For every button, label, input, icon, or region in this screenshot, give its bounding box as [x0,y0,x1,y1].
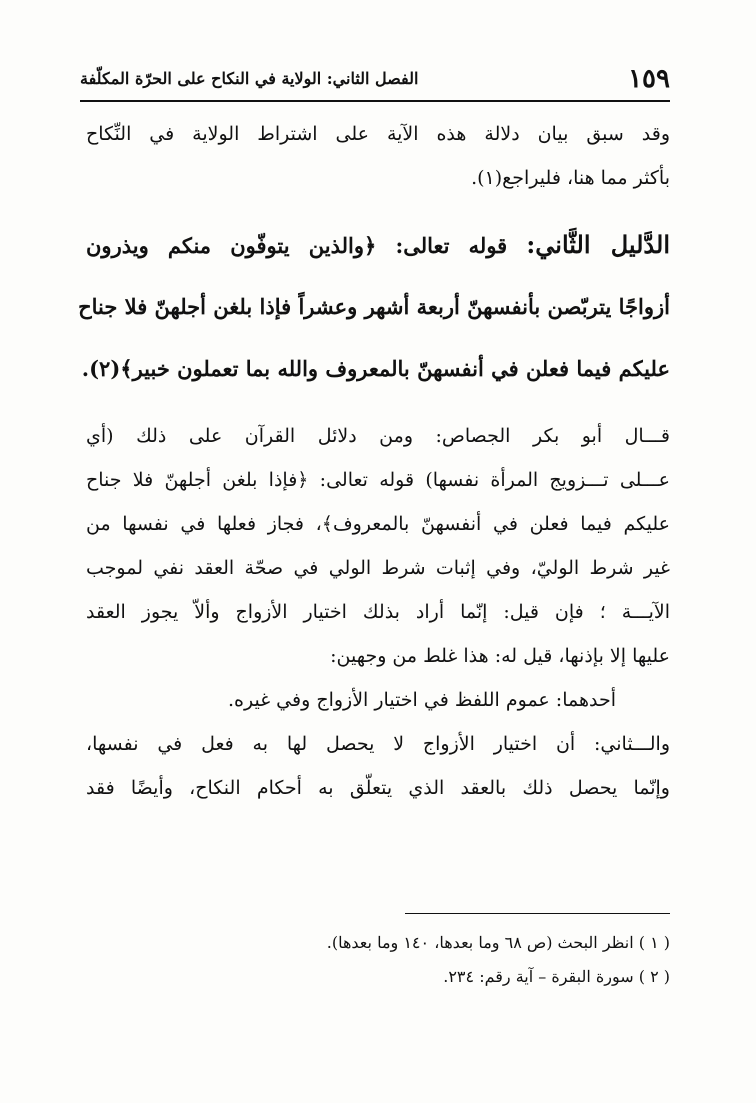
evidence-heading-line [86,214,670,276]
page-header [80,62,670,96]
evidence-heading: الدَّليل الثَّاني: [526,230,671,259]
text-line: بأكثر مما هنا، فليراجع(١). [471,167,670,189]
text-line: عليكم فيما فعلن في أنفسهنّ بالمعروف﴾، فجاز فعلها في نفسها من [86,513,670,535]
header-rule [80,100,670,102]
quran-verse: أزواجًا يتربّصن بأنفسهنّ أربعة أشهر وعشراً فإذا بلغن أجلهنّ فلا جناح [78,294,670,319]
text-line: أحدهما: عموم اللفظ في اختيار الأزواج وفي غيره. [228,689,616,711]
text-line: وإنّما يحصل ذلك بالعقد الذي يتعلّق به أحكام النكاح، وأيضًا فقد [86,777,670,799]
text-line: غير شرط الوليّ، وفي إثبات شرط الولي في صحّة العقد نفي لموجب [86,557,670,579]
text-line: عليها إلا بإذنها، قيل له: هذا غلط من وجهين: [330,645,670,667]
text-line: قـــال أبو بكر الجصاص: ومن دلائل القرآن على ذلك (أي [86,425,670,447]
page-number: ١٥٩ [628,64,670,94]
text-line: الآيـــة ؛ فإن قيل: إنّما أراد بذلك اختيار الأزواج وألاّ يجوز العقد [86,601,670,623]
text-line: وقد سبق بيان دلالة هذه الآية على اشتراط الولاية في النِّكاح [86,123,670,145]
running-title: الفصل الثاني: الولاية في النكاح على الحرّة المكلّفة [80,69,419,88]
quran-verse: ﴿والذين يتوفّون منكم ويذرون [86,233,377,258]
text-line: عـــلى تـــزويج المرأة نفسها) قوله تعالى: ﴿فإذا بلغن أجلهنّ فلا جناح [86,469,670,491]
footnote: ( ٢ ) سورة البقرة – آية رقم: ٢٣٤. [443,967,670,986]
text-line: والـــثاني: أن اختيار الأزواج لا يحصل لها به فعل في نفسها، [86,733,670,755]
heading-lead: قوله تعالى: [395,233,508,258]
quran-verse: عليكم فيما فعلن في أنفسهنّ بالمعروف والله بما تعملون خبير﴾(٢). [81,356,670,381]
footnotes [86,926,670,994]
footnote: ( ١ ) انظر البحث (ص ٦٨ وما بعدها، ١٤٠ وما بعدها). [326,933,670,952]
main-text [78,112,671,810]
footnote-rule [405,913,670,914]
